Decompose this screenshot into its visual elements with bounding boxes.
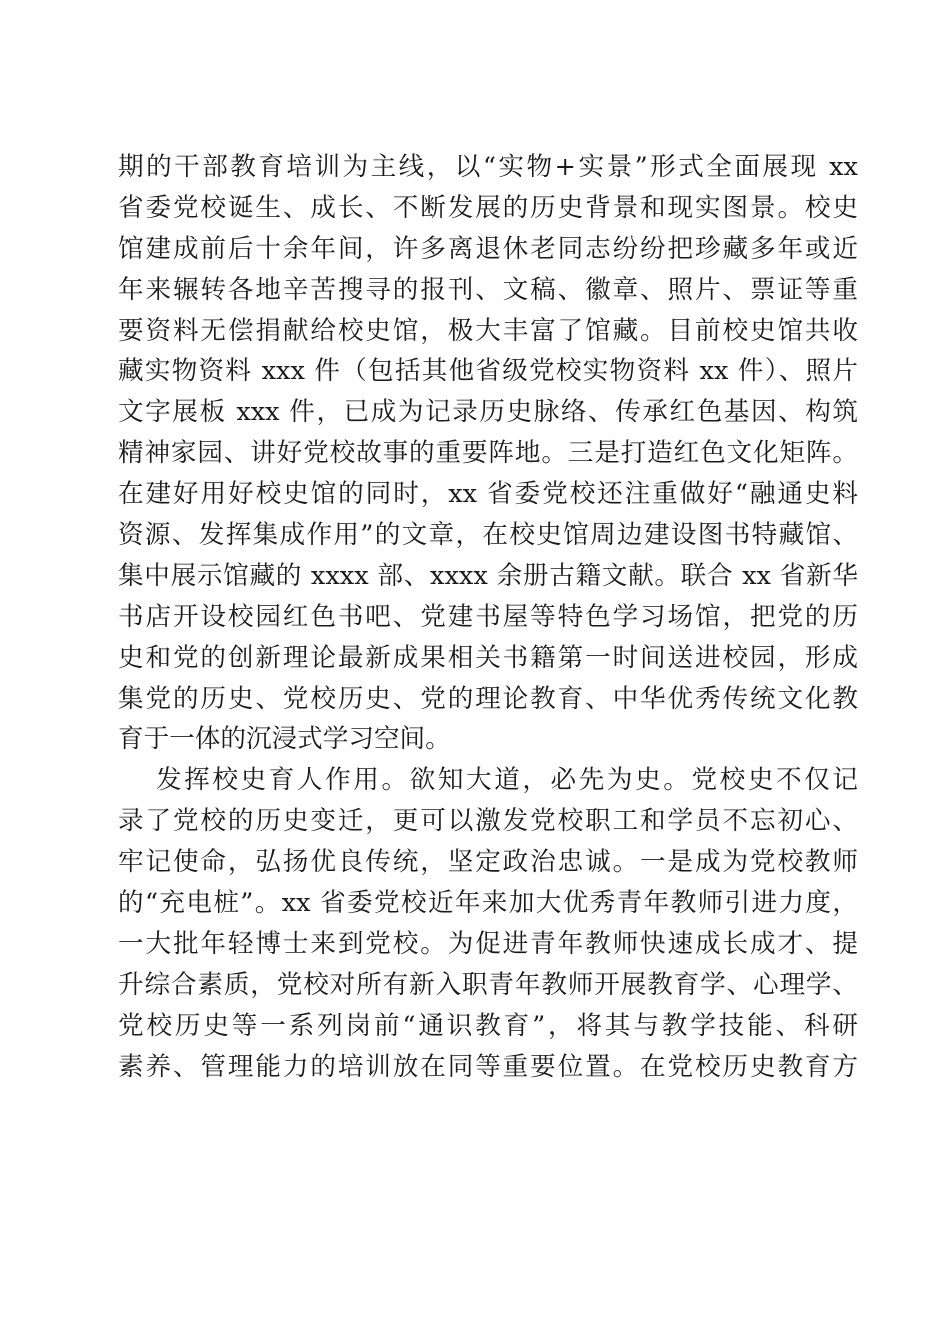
- paragraph-line: 升综合素质，党校对所有新入职青年教师开展教育学、心理学、: [118, 969, 858, 1000]
- body-text: [118, 147, 858, 1087]
- paragraph-line: 育于一体的沉浸式学习空间。: [118, 724, 451, 755]
- paragraph-line: 精神家园、讲好党校故事的重要阵地。三是打造红色文化矩阵。: [118, 438, 858, 469]
- paragraph-line: 素养、管理能力的培训放在同等重要位置。在党校历史教育方: [118, 1051, 858, 1082]
- paragraph-line: 一大批年轻博士来到党校。为促进青年教师快速成长成才、提: [118, 928, 858, 959]
- paragraph-line: 录了党校的历史变迁，更可以激发党校职工和学员不忘初心、: [118, 806, 858, 837]
- paragraph-line: 书店开设校园红色书吧、党建书屋等特色学习场馆，把党的历: [118, 601, 858, 632]
- paragraph-line: 的“充电桩”。xx 省委党校近年来加大优秀青年教师引进力度，: [118, 888, 858, 919]
- paragraph-2: [118, 760, 858, 1087]
- paragraph-line: 牢记使命，弘扬优良传统，坚定政治忠诚。一是成为党校教师: [118, 847, 858, 878]
- paragraph-line: 党校历史等一系列岗前“通识教育”，将其与教学技能、科研: [118, 1010, 858, 1041]
- paragraph-line: 资源、发挥集成作用”的文章，在校史馆周边建设图书特藏馆、: [118, 520, 858, 551]
- paragraph-line: 要资料无偿捐献给校史馆，极大丰富了馆藏。目前校史馆共收: [118, 315, 858, 346]
- paragraph-line: 在建好用好校史馆的同时，xx 省委党校还注重做好“融通史料: [118, 479, 858, 510]
- paragraph-line: 年来辗转各地辛苦搜寻的报刊、文稿、徽章、照片、票证等重: [118, 274, 858, 305]
- paragraph-1: [118, 147, 858, 760]
- paragraph-line: 集党的历史、党校历史、党的理论教育、中华优秀传统文化教: [118, 683, 858, 714]
- paragraph-line: 集中展示馆藏的 xxxx 部、xxxx 余册古籍文献。联合 xx 省新华: [118, 560, 858, 591]
- paragraph-line: 史和党的创新理论最新成果相关书籍第一时间送进校园，形成: [118, 642, 858, 673]
- paragraph-line: 期的干部教育培训为主线，以“实物+实景”形式全面展现 xx: [118, 152, 858, 182]
- paragraph-line: 馆建成前后十余年间，许多离退休老同志纷纷把珍藏多年或近: [118, 233, 858, 264]
- paragraph-line: 省委党校诞生、成长、不断发展的历史背景和现实图景。校史: [118, 192, 858, 223]
- paragraph-line: 文字展板 xxx 件，已成为记录历史脉络、传承红色基因、构筑: [118, 397, 858, 428]
- paragraph-line: 发挥校史育人作用。欲知大道，必先为史。党校史不仅记: [156, 765, 858, 796]
- paragraph-line: 藏实物资料 xxx 件（包括其他省级党校实物资料 xx 件）、照片: [118, 356, 858, 387]
